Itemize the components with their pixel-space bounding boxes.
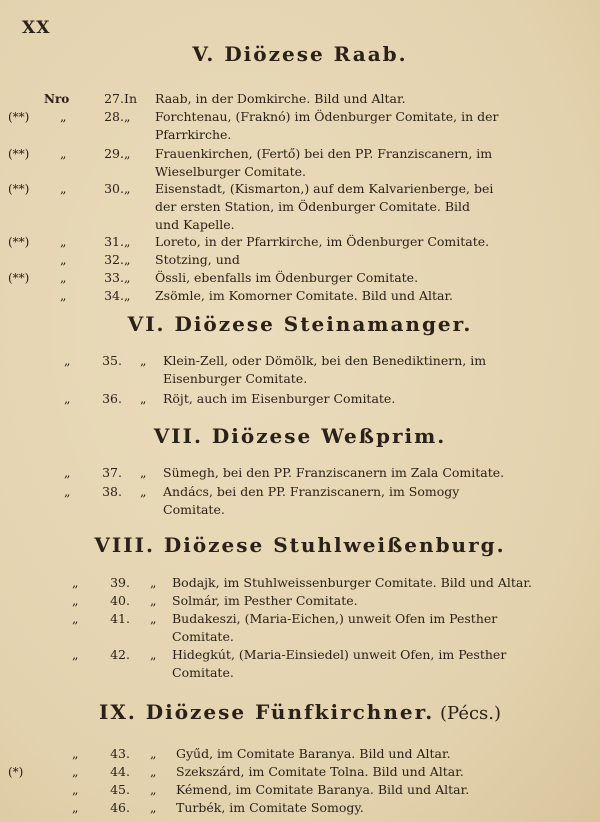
entry-text-continuation: Pfarrkirche. [155,127,232,142]
ditto-mark: „ [72,575,79,590]
entry-text: Eisenstadt, (Kismarton,) auf dem Kalvarienberge, bei [155,181,494,196]
ditto-mark: „ [150,575,157,590]
entry-text: Szekszárd, im Comitate Tolna. Bild und Altar. [176,764,464,779]
ditto-mark: „ [150,647,157,662]
entry-text-continuation: der ersten Station, im Ödenburger Comitate. Bild [155,199,471,214]
list-item [0,799,600,817]
section-subtitle: (Pécs.) [434,703,502,724]
section-heading [0,533,600,557]
ditto-mark: „ [124,252,131,267]
entry-text: Forchtenau, (Fraknó) im Ödenburger Comitate, in der [155,109,499,124]
list-item [0,352,600,370]
marker-symbol: (**) [8,235,30,249]
ditto-mark: „ [60,270,67,285]
entry-number: 45. [110,782,130,797]
ditto-mark: „ [72,746,79,761]
ditto-mark: „ [150,764,157,779]
marker-symbol: (**) [8,182,30,196]
ditto-mark: „ [124,270,131,285]
ditto-mark: „ [64,465,71,480]
ditto-mark: „ [140,465,147,480]
entry-text: Gyűd, im Comitate Baranya. Bild und Altar. [176,746,451,761]
ditto-mark: „ [150,611,157,626]
ditto-mark: „ [124,288,131,303]
entry-text: Budakeszi, (Maria-Eichen,) unweit Ofen im Pesther [172,611,498,626]
entry-number: 33. [104,270,124,285]
ditto-mark: „ [64,353,71,368]
section-title: VI. Diözese Steinamanger. [127,312,473,336]
entry-text-continuation: Comitate. [172,629,234,644]
ditto-mark: „ [72,611,79,626]
in-label: In [124,91,137,106]
entry-text: Turbék, im Comitate Somogy. [176,800,364,815]
ditto-mark: „ [124,109,131,124]
entry-number: 30. [104,181,124,196]
entry-number: 42. [110,647,130,662]
ditto-mark: „ [140,353,147,368]
ditto-mark: „ [140,391,147,406]
section-heading [0,700,600,724]
entry-text: Klein-Zell, oder Dömölk, bei den Benediktinern, im [163,353,487,368]
section-title: V. Diözese Raab. [192,42,408,66]
ditto-mark: „ [140,484,147,499]
ditto-mark: „ [150,746,157,761]
entry-number: 41. [110,611,130,626]
entry-text: Frauenkirchen, (Fertő) bei den PP. Franziscanern, im [155,146,493,161]
entry-number: 32. [104,252,124,267]
ditto-mark: „ [64,484,71,499]
entry-text: Zsömle, im Komorner Comitate. Bild und Altar. [155,288,454,303]
list-item [0,145,600,163]
ditto-mark: „ [60,252,67,267]
ditto-mark: „ [124,146,131,161]
list-item [0,90,600,108]
list-item [0,610,600,628]
list-item [0,287,600,305]
entry-number: 37. [102,465,122,480]
marker-symbol: (**) [8,271,30,285]
ditto-mark: „ [124,181,131,196]
page-number: XX [22,18,51,38]
ditto-mark: „ [72,764,79,779]
entry-text: Solmár, im Pesther Comitate. [172,593,358,608]
entry-number: 27. [104,91,124,106]
entry-text: Stotzing, und [155,252,240,267]
list-item [0,592,600,610]
ditto-mark: „ [72,782,79,797]
list-item [0,180,600,198]
list-item [0,781,600,799]
entry-number: 29. [104,146,124,161]
section-title: VII. Diözese Weßprim. [153,424,447,448]
list-item [0,483,600,501]
entry-number: 39. [110,575,130,590]
list-item [0,574,600,592]
ditto-mark: „ [150,782,157,797]
entry-text: Sümegh, bei den PP. Franziscanern im Zala Comitate. [163,465,505,480]
entry-number: 36. [102,391,122,406]
ditto-mark: „ [72,800,79,815]
ditto-mark: „ [124,234,131,249]
section-title: IX. Diözese Fünfkirchner. [98,700,435,724]
section-heading [0,312,600,336]
entry-number: 43. [110,746,130,761]
list-item [0,108,600,126]
ditto-mark: „ [60,109,67,124]
entry-text-continuation: Comitate. [163,502,225,517]
ditto-mark: „ [60,234,67,249]
ditto-mark: „ [72,593,79,608]
list-item [0,745,600,763]
entry-text: Kémend, im Comitate Baranya. Bild und Altar. [176,782,470,797]
marker-symbol: (**) [8,147,30,161]
entry-number: 28. [104,109,124,124]
list-item [0,251,600,269]
list-item [0,390,600,408]
entry-text: Bodajk, im Stuhlweissenburger Comitate. Bild und Altar. [172,575,532,590]
ditto-mark: „ [60,288,67,303]
entry-number: 46. [110,800,130,815]
ditto-mark: „ [60,181,67,196]
entry-number: 40. [110,593,130,608]
entry-text-continuation: Wieselburger Comitate. [155,164,307,179]
marker-symbol: (*) [8,765,24,779]
list-item [0,763,600,781]
entry-text: Raab, in der Domkirche. Bild und Altar. [155,91,406,106]
entry-text: Loreto, in der Pfarrkirche, im Ödenburger Comitate. [155,234,490,249]
entry-text: Össli, ebenfalls im Ödenburger Comitate. [155,270,419,285]
entry-number: 44. [110,764,130,779]
ditto-mark: „ [150,593,157,608]
entry-text-continuation: Eisenburger Comitate. [163,371,308,386]
entry-text: Hidegkút, (Maria-Einsiedel) unweit Ofen, im Pesther [172,647,507,662]
marker-symbol: (**) [8,110,30,124]
nro-label: Nro [44,92,70,106]
section-title: VIII. Diözese Stuhlweißenburg. [94,533,506,557]
ditto-mark: „ [150,800,157,815]
entry-text: Röjt, auch im Eisenburger Comitate. [163,391,396,406]
list-item [0,233,600,251]
list-item [0,269,600,287]
entry-number: 35. [102,353,122,368]
section-heading [0,424,600,448]
entry-number: 38. [102,484,122,499]
entry-text-continuation: Comitate. [172,665,234,680]
entry-text: Andács, bei den PP. Franziscanern, im Somogy [163,484,460,499]
ditto-mark: „ [72,647,79,662]
entry-number: 31. [104,234,124,249]
list-item [0,464,600,482]
section-heading [0,42,600,66]
entry-text-continuation: und Kapelle. [155,217,235,232]
ditto-mark: „ [60,146,67,161]
list-item [0,646,600,664]
entry-number: 34. [104,288,124,303]
ditto-mark: „ [64,391,71,406]
